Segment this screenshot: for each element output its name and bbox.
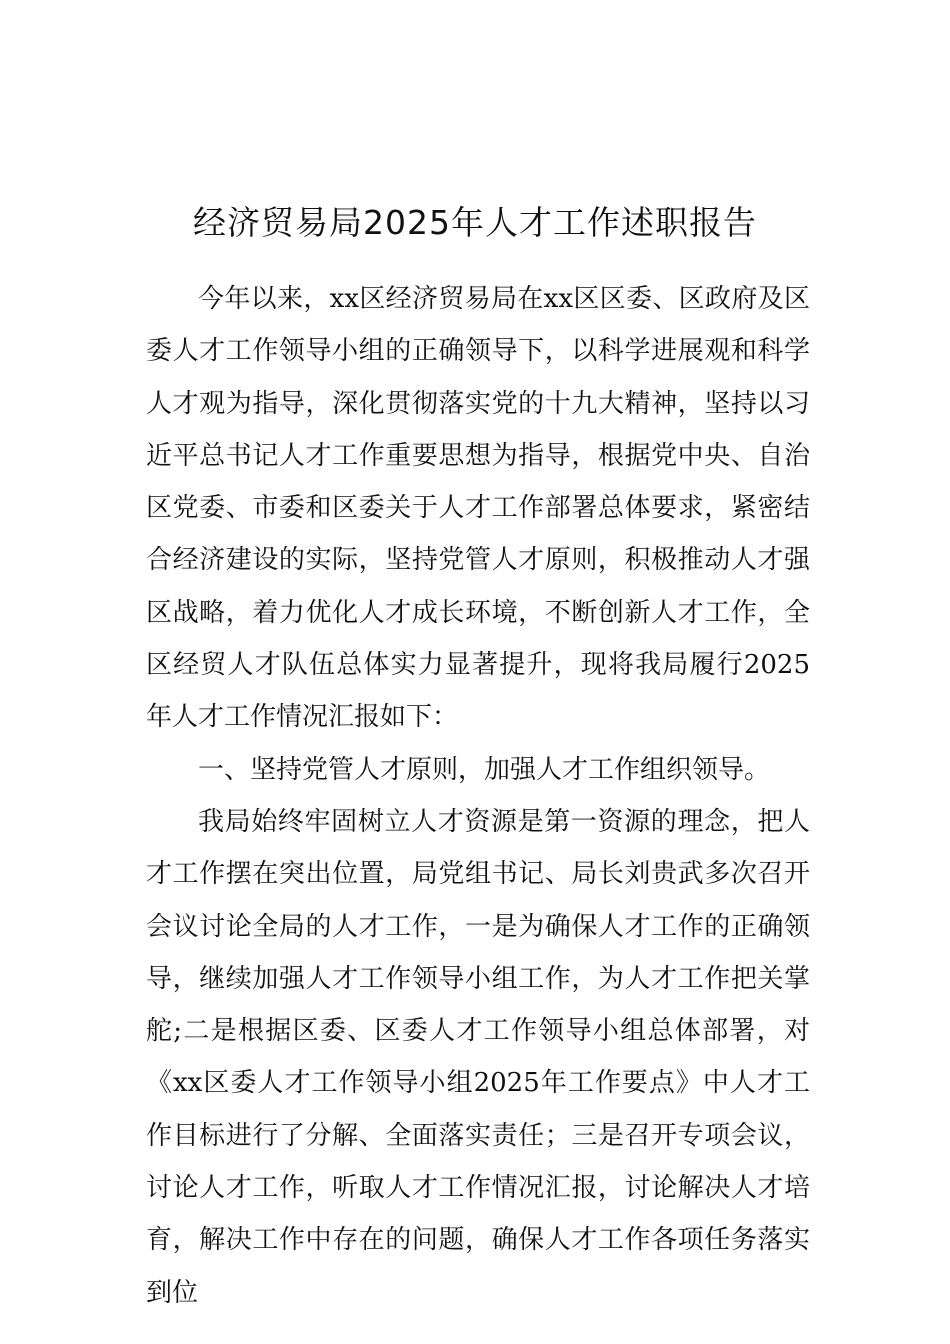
document-body bbox=[146, 273, 810, 1319]
section-heading-1: 一、坚持党管人才原则，加强人才工作组织领导。 bbox=[198, 754, 771, 785]
paragraph-intro: 今年以来，xx区经济贸易局在xx区区委、区政府及区委人才工作领导小组的正确领导下，以科学进展观和科学人才观为指导，深化贯彻落实党的十九大精神，坚持以习近平总书记人才工作重要思想为指导，根据党中央、自治区党委、市委和区委关于人才工作部署总体要求，紧密结合经济建设的实际，坚持党管人才原则，积极推动人才强区战略，着力优化人才成长环境，不断创新人才工作，全区经贸人才队伍总体实力显著提升，现将我局履行2025年人才工作情况汇报如下： bbox=[146, 284, 810, 733]
document-title: 经济贸易局2025年人才工作述职报告 bbox=[193, 203, 757, 243]
paragraph-section-1: 我局始终牢固树立人才资源是第一资源的理念，把人才工作摆在突出位置，局党组书记、局长刘贵武多次召开会议讨论全局的人才工作，一是为确保人才工作的正确领导，继续加强人才工作领导小组工作，为人才工作把关掌舵;二是根据区委、区委人才工作领导小组总体部署，对《xx区委人才工作领导小组2025年工作要点》中人才工作目标进行了分解、全面落实责任；三是召开专项会议，讨论人才工作，听取人才工作情况汇报，讨论解决人才培育，解决工作中存在的问题，确保人才工作各项任务落实到位 bbox=[146, 806, 810, 1308]
